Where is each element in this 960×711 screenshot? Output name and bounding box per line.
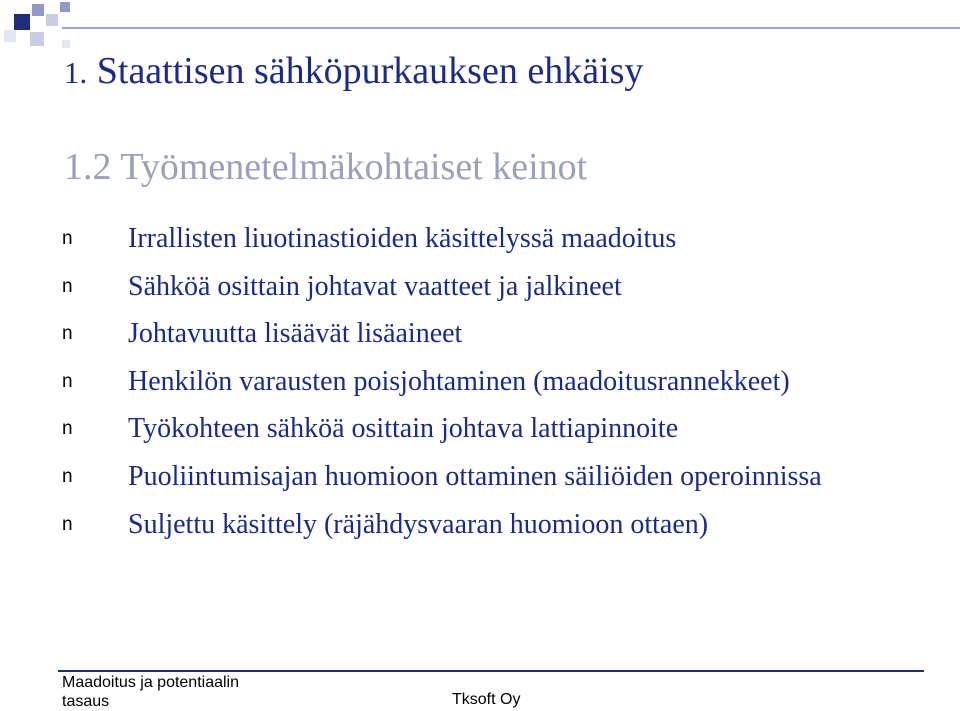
bullet-item xyxy=(62,460,952,508)
bullet-text: Sähköä osittain johtavat vaatteet ja jalkineet xyxy=(128,270,622,302)
bullet-item xyxy=(62,270,952,318)
deco-square-pale xyxy=(4,30,16,42)
bullet-text: Johtavuutta lisäävät lisäaineet xyxy=(128,318,463,350)
bullet-text: Työkohteen sähköä osittain johtava lattiapinnoite xyxy=(128,413,679,445)
bottom-divider xyxy=(58,670,924,672)
bullet-list xyxy=(62,222,952,555)
bullet-marker: n xyxy=(62,275,73,297)
footer-topic xyxy=(62,673,262,711)
title-number: 1. xyxy=(64,55,88,90)
bullet-marker: n xyxy=(62,323,73,345)
deco-square-mid xyxy=(60,2,70,12)
slide-subtitle: 1.2 Työmenetelmäkohtaiset keinot xyxy=(64,146,588,188)
bullet-item xyxy=(62,508,952,556)
bullet-text: Puoliintumisajan huomioon ottaminen säiliöiden operoinnissa xyxy=(128,460,822,492)
deco-square-light xyxy=(46,14,58,26)
bullet-marker: n xyxy=(62,418,73,440)
bullet-item xyxy=(62,365,952,413)
deco-square-pale xyxy=(62,40,70,48)
footer-topic-line2: tasaus xyxy=(62,693,110,710)
bullet-text: Irrallisten liuotinastioiden käsittelyssä maadoitus xyxy=(128,223,677,254)
bullet-marker: n xyxy=(62,228,73,249)
footer-company: Tksoft Oy xyxy=(452,691,521,708)
bullet-marker: n xyxy=(62,465,73,487)
bullet-marker: n xyxy=(62,513,73,535)
footer-topic-line1: Maadoitus ja potentiaalin xyxy=(62,674,240,691)
bullet-text: Suljettu käsittely (räjähdysvaaran huomioon ottaen) xyxy=(128,508,709,540)
deco-square-mid xyxy=(32,4,44,16)
slide-title xyxy=(64,52,643,90)
top-divider xyxy=(62,27,960,29)
deco-square-light xyxy=(30,32,44,46)
bullet-item xyxy=(62,222,952,270)
title-text: Staattisen sähköpurkauksen ehkäisy xyxy=(96,50,644,92)
bullet-item xyxy=(62,412,952,460)
bullet-text: Henkilön varausten poisjohtaminen (maadoitusrannekkeet) xyxy=(128,365,790,397)
deco-square-dark xyxy=(14,14,30,30)
bullet-item xyxy=(62,317,952,365)
bullet-marker: n xyxy=(62,370,73,392)
